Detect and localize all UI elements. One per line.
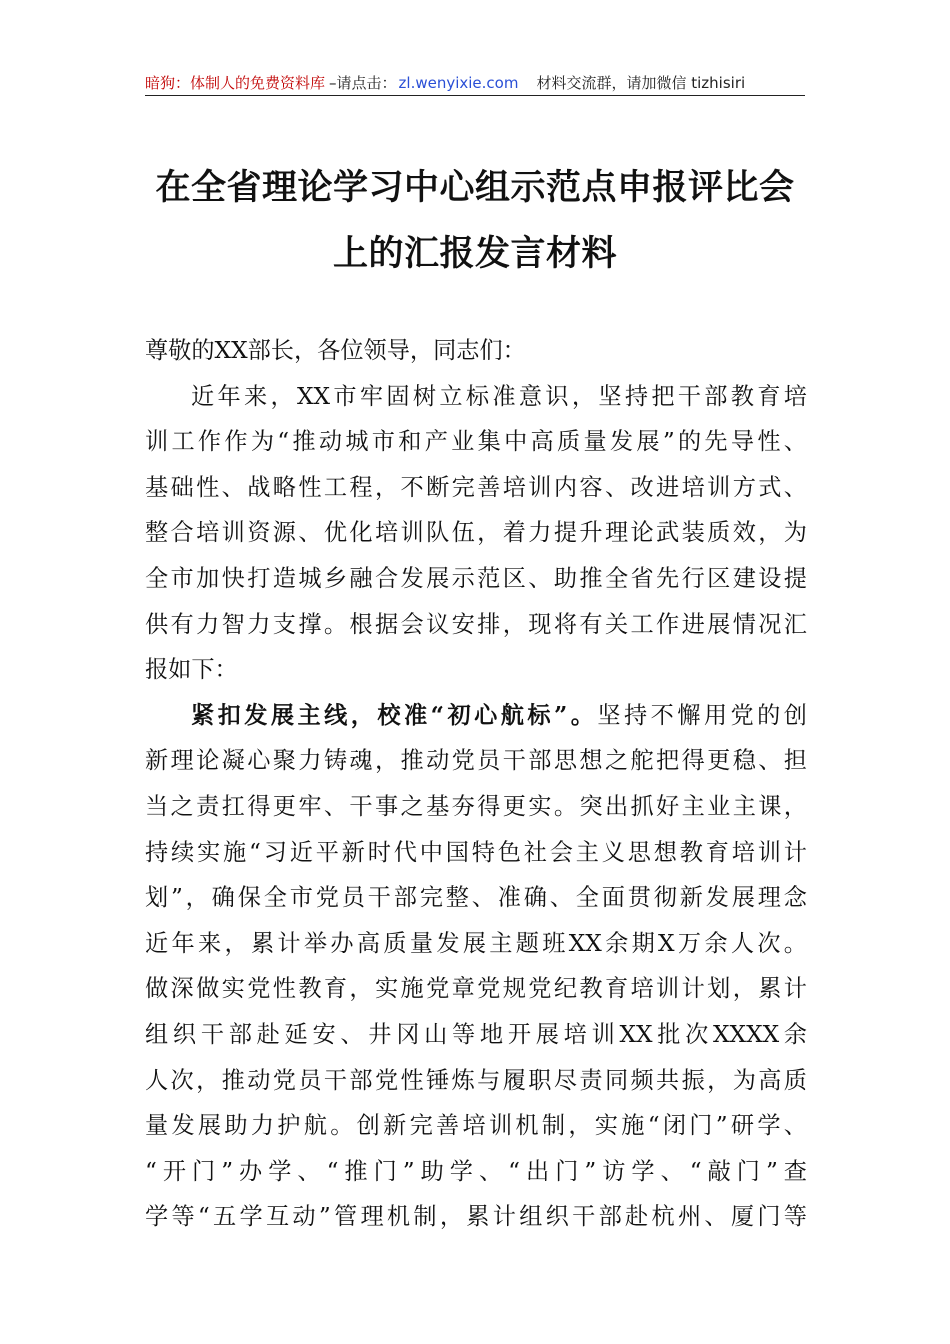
paragraph-1-line: 全市加快打造城乡融合发展示范区、助推全省先行区建设提 xyxy=(145,564,807,592)
paragraph-1-line: 训工作作为“推动城市和产业集中高质量发展”的先导性、 xyxy=(145,428,807,456)
header-wechat-note: 材料交流群，请加微信 tizhisiri xyxy=(536,74,746,92)
title-line-1: 在全省理论学习中心组示范点申报评比会 xyxy=(155,167,795,208)
section-heading: 紧扣发展主线，校准“初心航标”。 xyxy=(191,701,598,729)
paragraph-2-lead-text: 坚持不懈用党的创 xyxy=(597,701,807,729)
paragraph-2-line: 持续实施“习近平新时代中国特色社会主义思想教育培训计 xyxy=(145,838,807,866)
header-brand: 暗狗：体制人的免费资料库 xyxy=(145,74,326,92)
paragraph-2-first-line xyxy=(145,693,807,739)
paragraph-1-line: 整合培训资源、优化培训队伍，着力提升理论武装质效，为 xyxy=(145,519,807,547)
title-line-2: 上的汇报发言材料 xyxy=(332,233,617,274)
paragraph-1-line: 近年来，XX市牢固树立标准意识，坚持把干部教育培 xyxy=(191,382,807,410)
paragraph-2-line: 人次，推动党员干部党性锤炼与履职尽责同频共振，为高质 xyxy=(145,1066,807,1094)
paragraph-2-line: 做深做实党性教育，实施党章党规党纪教育培训计划，累计 xyxy=(145,975,807,1003)
paragraph-1-line: 报如下： xyxy=(145,656,238,684)
header-url-link[interactable]: zl.wenyixie.com xyxy=(398,74,519,92)
paragraph-2-line: 新理论凝心聚力铸魂，推动党员干部思想之舵把得更稳、担 xyxy=(145,747,807,775)
paragraph-2-line: 学等“五学互动”管理机制，累计组织干部赴杭州、厦门等 xyxy=(145,1203,807,1231)
paragraph-2-line: 划”，确保全市党员干部完整、准确、全面贯彻新发展理念 xyxy=(145,884,807,912)
paragraph-2-line: 组织干部赴延安、井冈山等地开展培训XX批次XXXX余 xyxy=(145,1020,807,1048)
paragraph-1-line: 基础性、战略性工程，不断完善培训内容、改进培训方式、 xyxy=(145,473,807,501)
paragraph-2-line: 量发展助力护航。创新完善培训机制，实施“闭门”研学、 xyxy=(145,1112,807,1140)
paragraph-2-line: 当之责扛得更牢、干事之基夯得更实。突出抓好主业主课， xyxy=(145,792,807,820)
header-click-prompt: –请点击： xyxy=(329,74,397,92)
paragraph-2-line: “开门”办学、“推门”助学、“出门”访学、“敲门”查 xyxy=(145,1157,807,1185)
salutation: 尊敬的XX部长，各位领导，同志们： xyxy=(145,337,526,364)
page-header xyxy=(145,70,805,94)
header-divider xyxy=(145,95,805,96)
paragraph-2-line: 近年来，累计举办高质量发展主题班XX余期X万余人次。 xyxy=(145,929,807,957)
paragraph-1-line: 供有力智力支撑。根据会议安排，现将有关工作进展情况汇 xyxy=(145,610,807,638)
document-body xyxy=(145,328,807,1240)
document-title xyxy=(145,155,805,287)
